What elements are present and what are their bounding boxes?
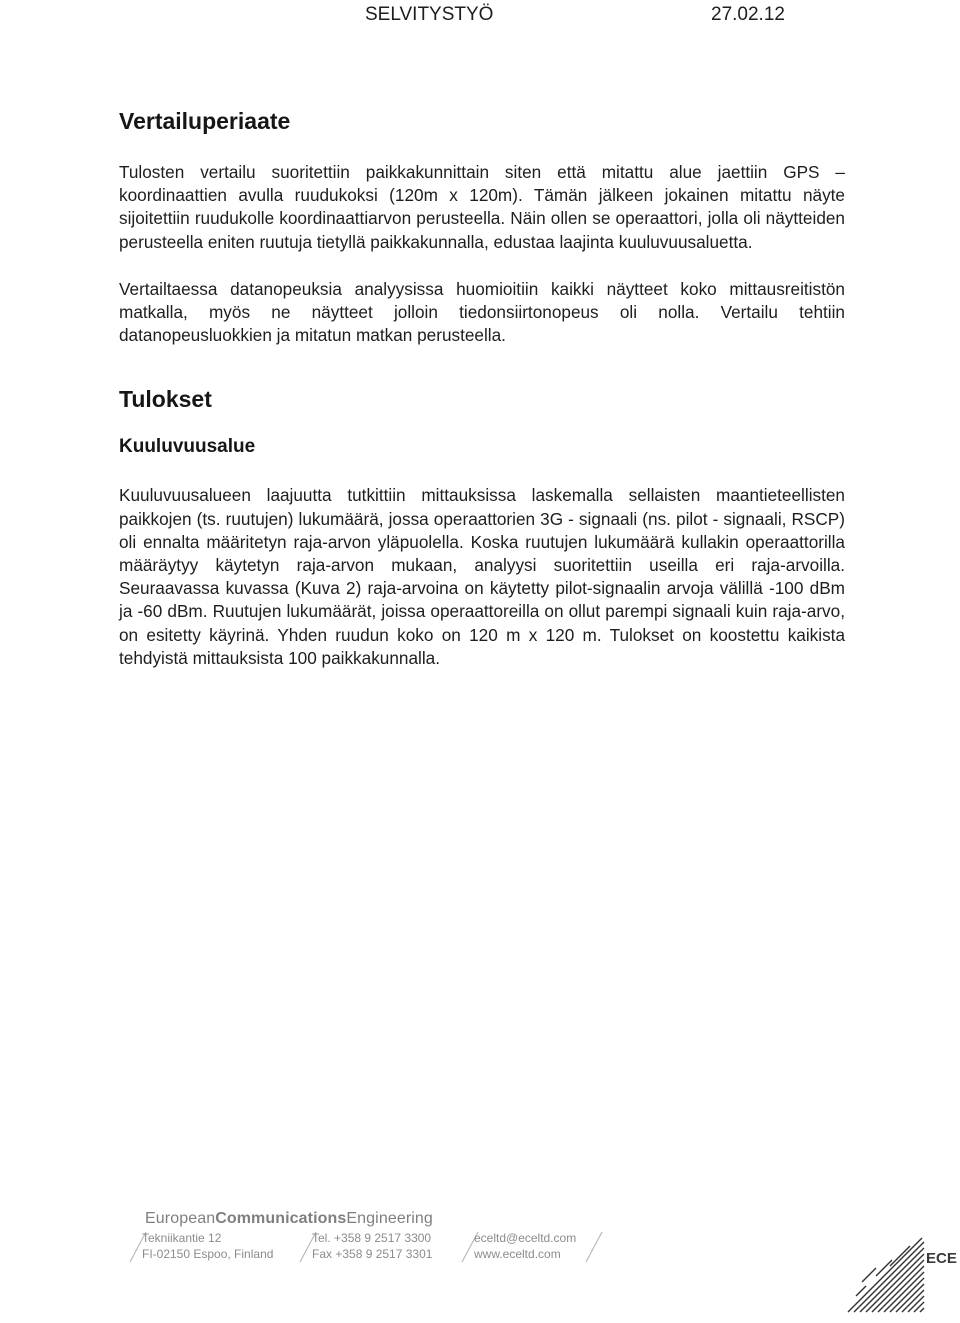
subheading-kuuluvuusalue: Kuuluvuusalue <box>119 436 256 458</box>
company-name-part-2: Communications <box>215 1210 347 1227</box>
footer-phone <box>312 1230 432 1262</box>
footer-address <box>142 1230 273 1262</box>
document-body <box>119 106 845 670</box>
section-heading-vertailuperiaate: Vertailuperiaate <box>119 108 291 134</box>
paragraph-comparison-method: Tulosten vertailu suoritettiin paikkakunnittain siten että mitattu alue jaettiin GPS – koordinaattien avulla ruudukoksi (120m x 120m). Tämän jälkeen jokainen mitattu näyte sijoitettiin ruudukolle koordinaattiarvon perusteella. Näin ollen se operaattori, jolla oli näytteiden perusteella eniten ruutuja tietyllä paikkakunnalla, edustaa laajinta kuuluvuusaluetta. <box>119 162 845 252</box>
page-header <box>0 4 960 28</box>
ece-logo-icon <box>846 1224 958 1314</box>
paragraph-data-speed-comparison: Vertailtaessa datanopeuksia analyysissa huomioitiin kaikki näytteet koko mittausreitistön matkalla, myös ne näytteet jolloin tiedonsiirtonopeus oli nolla. Vertailu tehtiin datanopeusluokkien ja mitatun matkan perusteella. <box>119 278 845 346</box>
document-date: 27.02.12 <box>711 4 785 25</box>
document-type: SELVITYSTYÖ <box>365 4 494 25</box>
website-link[interactable]: www.eceltd.com <box>474 1247 561 1261</box>
phone-tel: Tel. +358 9 2517 3300 <box>312 1231 432 1245</box>
address-city: FI-02150 Espoo, Finland <box>142 1247 274 1261</box>
paragraph-coverage-results: Kuuluvuusalueen laajuutta tutkittiin mittauksissa laskemalla sellaisten maantieteellisten paikkojen (ts. ruutujen) lukumäärä, jossa operaattorien 3G - signaali (ns. pilot - signaali, RSCP) oli ennalta määritetyn raja-arvon yläpuolella. Koska ruutujen lukumäärä kullakin operaattorilla määräytyy käytetyn raja-arvon mukaan, analyysi suoritettiin useilla eri raja-arvoilla. Seuraavassa kuvassa (Kuva 2) raja-arvoina on käytetty pilot-signaalin arvoja välillä -100 dBm ja -60 dBm. Ruutujen lukumäärät, joissa operaattoreilla on ollut parempi signaali kuin raja-arvo, on esitetty käyrinä. Yhden ruudun koko on 120 m x 120 m. Tulokset on koostettu kaikista tehdyistä mittauksista 100 paikkakunnalla. <box>119 485 845 668</box>
phone-fax: Fax +358 9 2517 3301 <box>312 1247 433 1261</box>
ece-logo-text: ECE <box>926 1250 957 1267</box>
footer-web <box>474 1230 576 1262</box>
company-name-part-1: European <box>145 1210 216 1227</box>
company-name-part-3: Engineering <box>346 1210 433 1227</box>
section-heading-tulokset: Tulokset <box>119 386 212 413</box>
email-link[interactable]: eceltd@eceltd.com <box>474 1231 577 1245</box>
footer-contacts <box>0 1230 960 1262</box>
address-street: Tekniikantie 12 <box>142 1231 222 1245</box>
